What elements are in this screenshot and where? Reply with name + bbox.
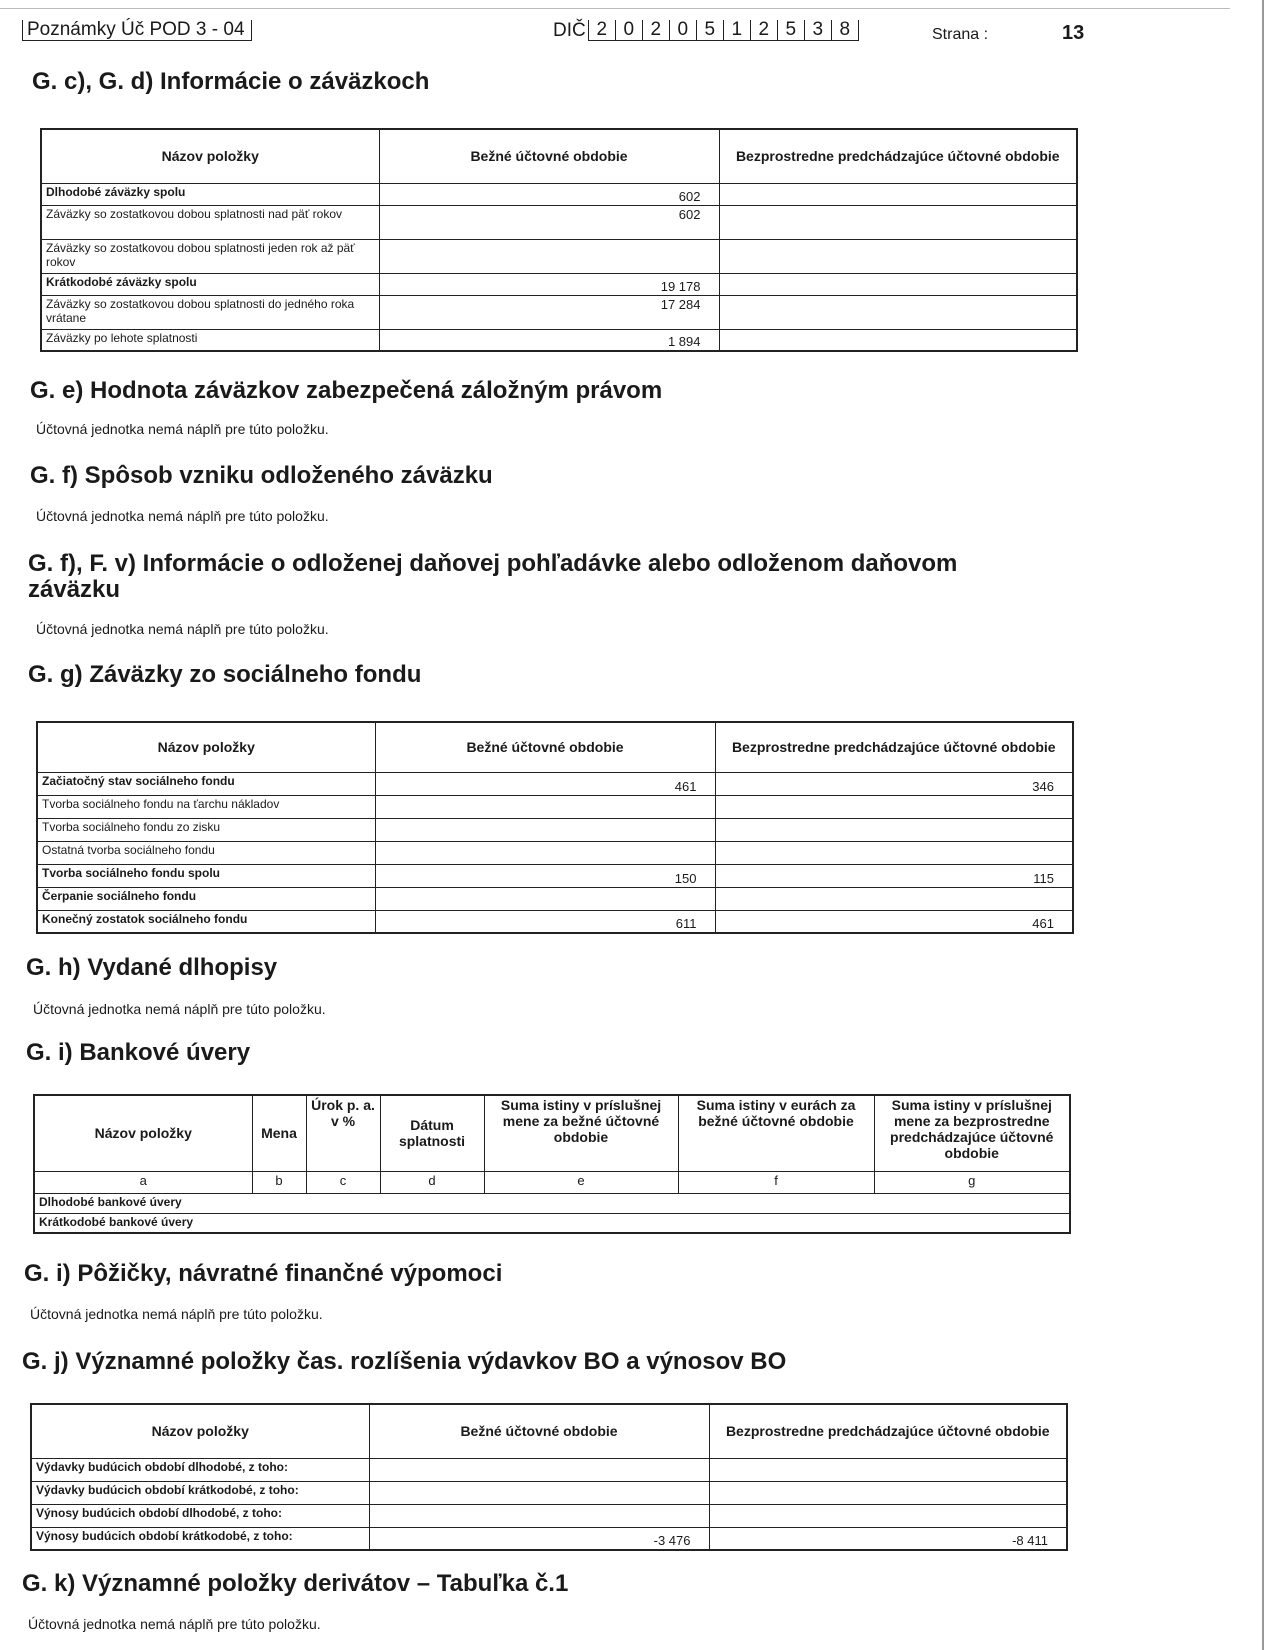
row-label: Začiatočný stav sociálneho fondu: [37, 772, 375, 795]
col-header: Bezprostredne predchádzajúce účtovné obdobie: [719, 129, 1077, 183]
col-header: Úrok p. a. v %: [306, 1095, 380, 1171]
previous-value: -8 411: [709, 1527, 1067, 1550]
table-header-row: [34, 1095, 1070, 1171]
current-value: -3 476: [369, 1527, 709, 1550]
col-header: Suma istiny v príslušnej mene za bezprostredne predchádzajúce účtovné obdobie: [874, 1095, 1070, 1171]
col-header: Bežné účtovné obdobie: [375, 722, 715, 772]
dic-digit: 1: [724, 20, 751, 40]
page-number: 13: [1062, 22, 1085, 44]
previous-value: [715, 795, 1073, 818]
previous-value: 346: [715, 772, 1073, 795]
table-row: [41, 239, 1077, 273]
table-row: [41, 329, 1077, 351]
dic-digit: 5: [697, 20, 724, 40]
current-value: [375, 818, 715, 841]
dic-digit: 0: [616, 20, 643, 40]
col-header: Mena: [252, 1095, 306, 1171]
col-letter: g: [874, 1171, 1070, 1193]
row-label: Ostatná tvorba sociálneho fondu: [37, 841, 375, 864]
section-gg-title: G. g) Záväzky zo sociálneho fondu: [28, 661, 422, 688]
section-ge-title: G. e) Hodnota záväzkov zabezpečená záložným právom: [30, 377, 663, 404]
section-gj-title: G. j) Významné položky čas. rozlíšenia výdavkov BO a výnosov BO: [22, 1348, 787, 1375]
table-header-row: [31, 1404, 1067, 1458]
previous-value: [709, 1481, 1067, 1504]
previous-value: [719, 239, 1077, 273]
col-header: Dátum splatnosti: [380, 1095, 484, 1171]
previous-value: [715, 818, 1073, 841]
row-label: Záväzky so zostatkovou dobou splatnosti do jedného roka vrátane: [41, 295, 379, 329]
col-header: Bežné účtovné obdobie: [369, 1404, 709, 1458]
col-header: Názov položky: [31, 1404, 369, 1458]
previous-value: [719, 205, 1077, 239]
table-row: [34, 1193, 1070, 1213]
section-gcd-title: G. c), G. d) Informácie o záväzkoch: [32, 68, 430, 95]
col-letter: b: [252, 1171, 306, 1193]
table-row: [37, 910, 1073, 933]
table-header-row: [41, 129, 1077, 183]
previous-value: [719, 329, 1077, 351]
current-value: [379, 239, 719, 273]
current-value: 602: [379, 205, 719, 239]
table-row: [41, 273, 1077, 295]
col-header: Názov položky: [41, 129, 379, 183]
col-header: Bezprostredne predchádzajúce účtovné obdobie: [709, 1404, 1067, 1458]
table-row: [37, 795, 1073, 818]
current-value: 19 178: [379, 273, 719, 295]
col-letter: d: [380, 1171, 484, 1193]
current-value: 602: [379, 183, 719, 205]
col-header: Bezprostredne predchádzajúce účtovné obdobie: [715, 722, 1073, 772]
table-row: [37, 864, 1073, 887]
previous-value: [719, 273, 1077, 295]
previous-value: 115: [715, 864, 1073, 887]
current-value: [369, 1504, 709, 1527]
dic-digit: 2: [751, 20, 778, 40]
zavazky-table: [40, 128, 1078, 352]
table-row: [31, 1458, 1067, 1481]
col-header: Názov položky: [34, 1095, 252, 1171]
dic-digit: 2: [643, 20, 670, 40]
col-letter: a: [34, 1171, 252, 1193]
row-label: Tvorba sociálneho fondu na ťarchu nákladov: [37, 795, 375, 818]
previous-value: [719, 183, 1077, 205]
current-value: [375, 841, 715, 864]
previous-value: [719, 295, 1077, 329]
section-gffv-title-line2: záväzku: [28, 576, 121, 603]
current-value: 150: [375, 864, 715, 887]
table-row: [37, 887, 1073, 910]
section-gi2-note: Účtovná jednotka nemá náplň pre túto položku.: [30, 1306, 323, 1322]
previous-value: [715, 841, 1073, 864]
table-row: [34, 1213, 1070, 1233]
col-header: Suma istiny v eurách za bežné účtovné obdobie: [678, 1095, 874, 1171]
letter-row: [34, 1171, 1070, 1193]
strana-label: Strana :: [932, 26, 989, 43]
section-gi-title: G. i) Bankové úvery: [26, 1039, 251, 1066]
row-label: Záväzky so zostatkovou dobou splatnosti jeden rok až päť rokov: [41, 239, 379, 273]
current-value: [369, 1481, 709, 1504]
dic-digit: 2: [589, 20, 616, 40]
row-label: Tvorba sociálneho fondu zo zisku: [37, 818, 375, 841]
row-label: Záväzky po lehote splatnosti: [41, 329, 379, 351]
table-row: [37, 818, 1073, 841]
current-value: [375, 795, 715, 818]
dic-digit: 8: [839, 19, 851, 40]
previous-value: [715, 887, 1073, 910]
col-letter: c: [306, 1171, 380, 1193]
section-gf-note: Účtovná jednotka nemá náplň pre túto položku.: [36, 508, 329, 524]
section-ge-note: Účtovná jednotka nemá náplň pre túto položku.: [36, 421, 329, 437]
row-label: Krátkodobé bankové úvery: [34, 1213, 1070, 1233]
table-header-row: [37, 722, 1073, 772]
current-value: [369, 1458, 709, 1481]
row-label: Konečný zostatok sociálneho fondu: [37, 910, 375, 933]
table-row: [41, 295, 1077, 329]
casove-rozlisenie-table: [30, 1403, 1068, 1551]
dic-field: [553, 20, 859, 41]
current-value: 17 284: [379, 295, 719, 329]
current-value: 461: [375, 772, 715, 795]
section-gi2-title: G. i) Pôžičky, návratné finančné výpomoci: [24, 1260, 503, 1287]
row-label: Výnosy budúcich období dlhodobé, z toho:: [31, 1504, 369, 1527]
row-label: Čerpanie sociálneho fondu: [37, 887, 375, 910]
section-gh-note: Účtovná jednotka nemá náplň pre túto položku.: [33, 1001, 326, 1017]
col-letter: e: [484, 1171, 678, 1193]
row-label: Dlhodobé záväzky spolu: [41, 183, 379, 205]
row-label: Krátkodobé záväzky spolu: [41, 273, 379, 295]
dic-label: DIČ: [553, 20, 586, 41]
section-gf-title: G. f) Spôsob vzniku odloženého záväzku: [30, 462, 493, 489]
col-header: Suma istiny v príslušnej mene za bežné účtovné obdobie: [484, 1095, 678, 1171]
section-gh-title: G. h) Vydané dlhopisy: [26, 954, 278, 981]
section-gffv-note: Účtovná jednotka nemá náplň pre túto položku.: [36, 621, 329, 637]
dic-digit: 0: [670, 20, 697, 40]
col-header: Názov položky: [37, 722, 375, 772]
current-value: 1 894: [379, 329, 719, 351]
row-label: Výdavky budúcich období dlhodobé, z toho:: [31, 1458, 369, 1481]
dic-digits: [588, 20, 859, 41]
row-label: Záväzky so zostatkovou dobou splatnosti nad päť rokov: [41, 205, 379, 239]
bankove-uvery-table: [33, 1094, 1071, 1234]
section-gffv-title-line1: G. f), F. v) Informácie o odloženej daňovej pohľadávke alebo odloženom daňovom: [28, 550, 958, 577]
table-row: [37, 841, 1073, 864]
table-row: [41, 183, 1077, 205]
top-border-line: [0, 8, 1230, 9]
col-letter: f: [678, 1171, 874, 1193]
table-row: [41, 205, 1077, 239]
dic-digit: 3: [805, 20, 832, 40]
previous-value: 461: [715, 910, 1073, 933]
table-row: [31, 1504, 1067, 1527]
table-row: [31, 1527, 1067, 1550]
row-label: Tvorba sociálneho fondu spolu: [37, 864, 375, 887]
row-label: Dlhodobé bankové úvery: [34, 1193, 1070, 1213]
dic-digit: 5: [778, 20, 805, 40]
row-label: Výdavky budúcich období krátkodobé, z toho:: [31, 1481, 369, 1504]
section-gk-title: G. k) Významné položky derivátov – Tabuľka č.1: [22, 1570, 569, 1597]
section-gk-note: Účtovná jednotka nemá náplň pre túto položku.: [28, 1616, 321, 1632]
row-label: Výnosy budúcich období krátkodobé, z toho:: [31, 1527, 369, 1550]
current-value: [375, 887, 715, 910]
table-row: [31, 1481, 1067, 1504]
socialny-fond-table: [36, 721, 1074, 934]
doc-label: Poznámky Úč POD 3 - 04: [22, 20, 252, 41]
table-row: [37, 772, 1073, 795]
previous-value: [709, 1504, 1067, 1527]
current-value: 611: [375, 910, 715, 933]
right-border-line: [1262, 0, 1264, 1650]
col-header: Bežné účtovné obdobie: [379, 129, 719, 183]
previous-value: [709, 1458, 1067, 1481]
